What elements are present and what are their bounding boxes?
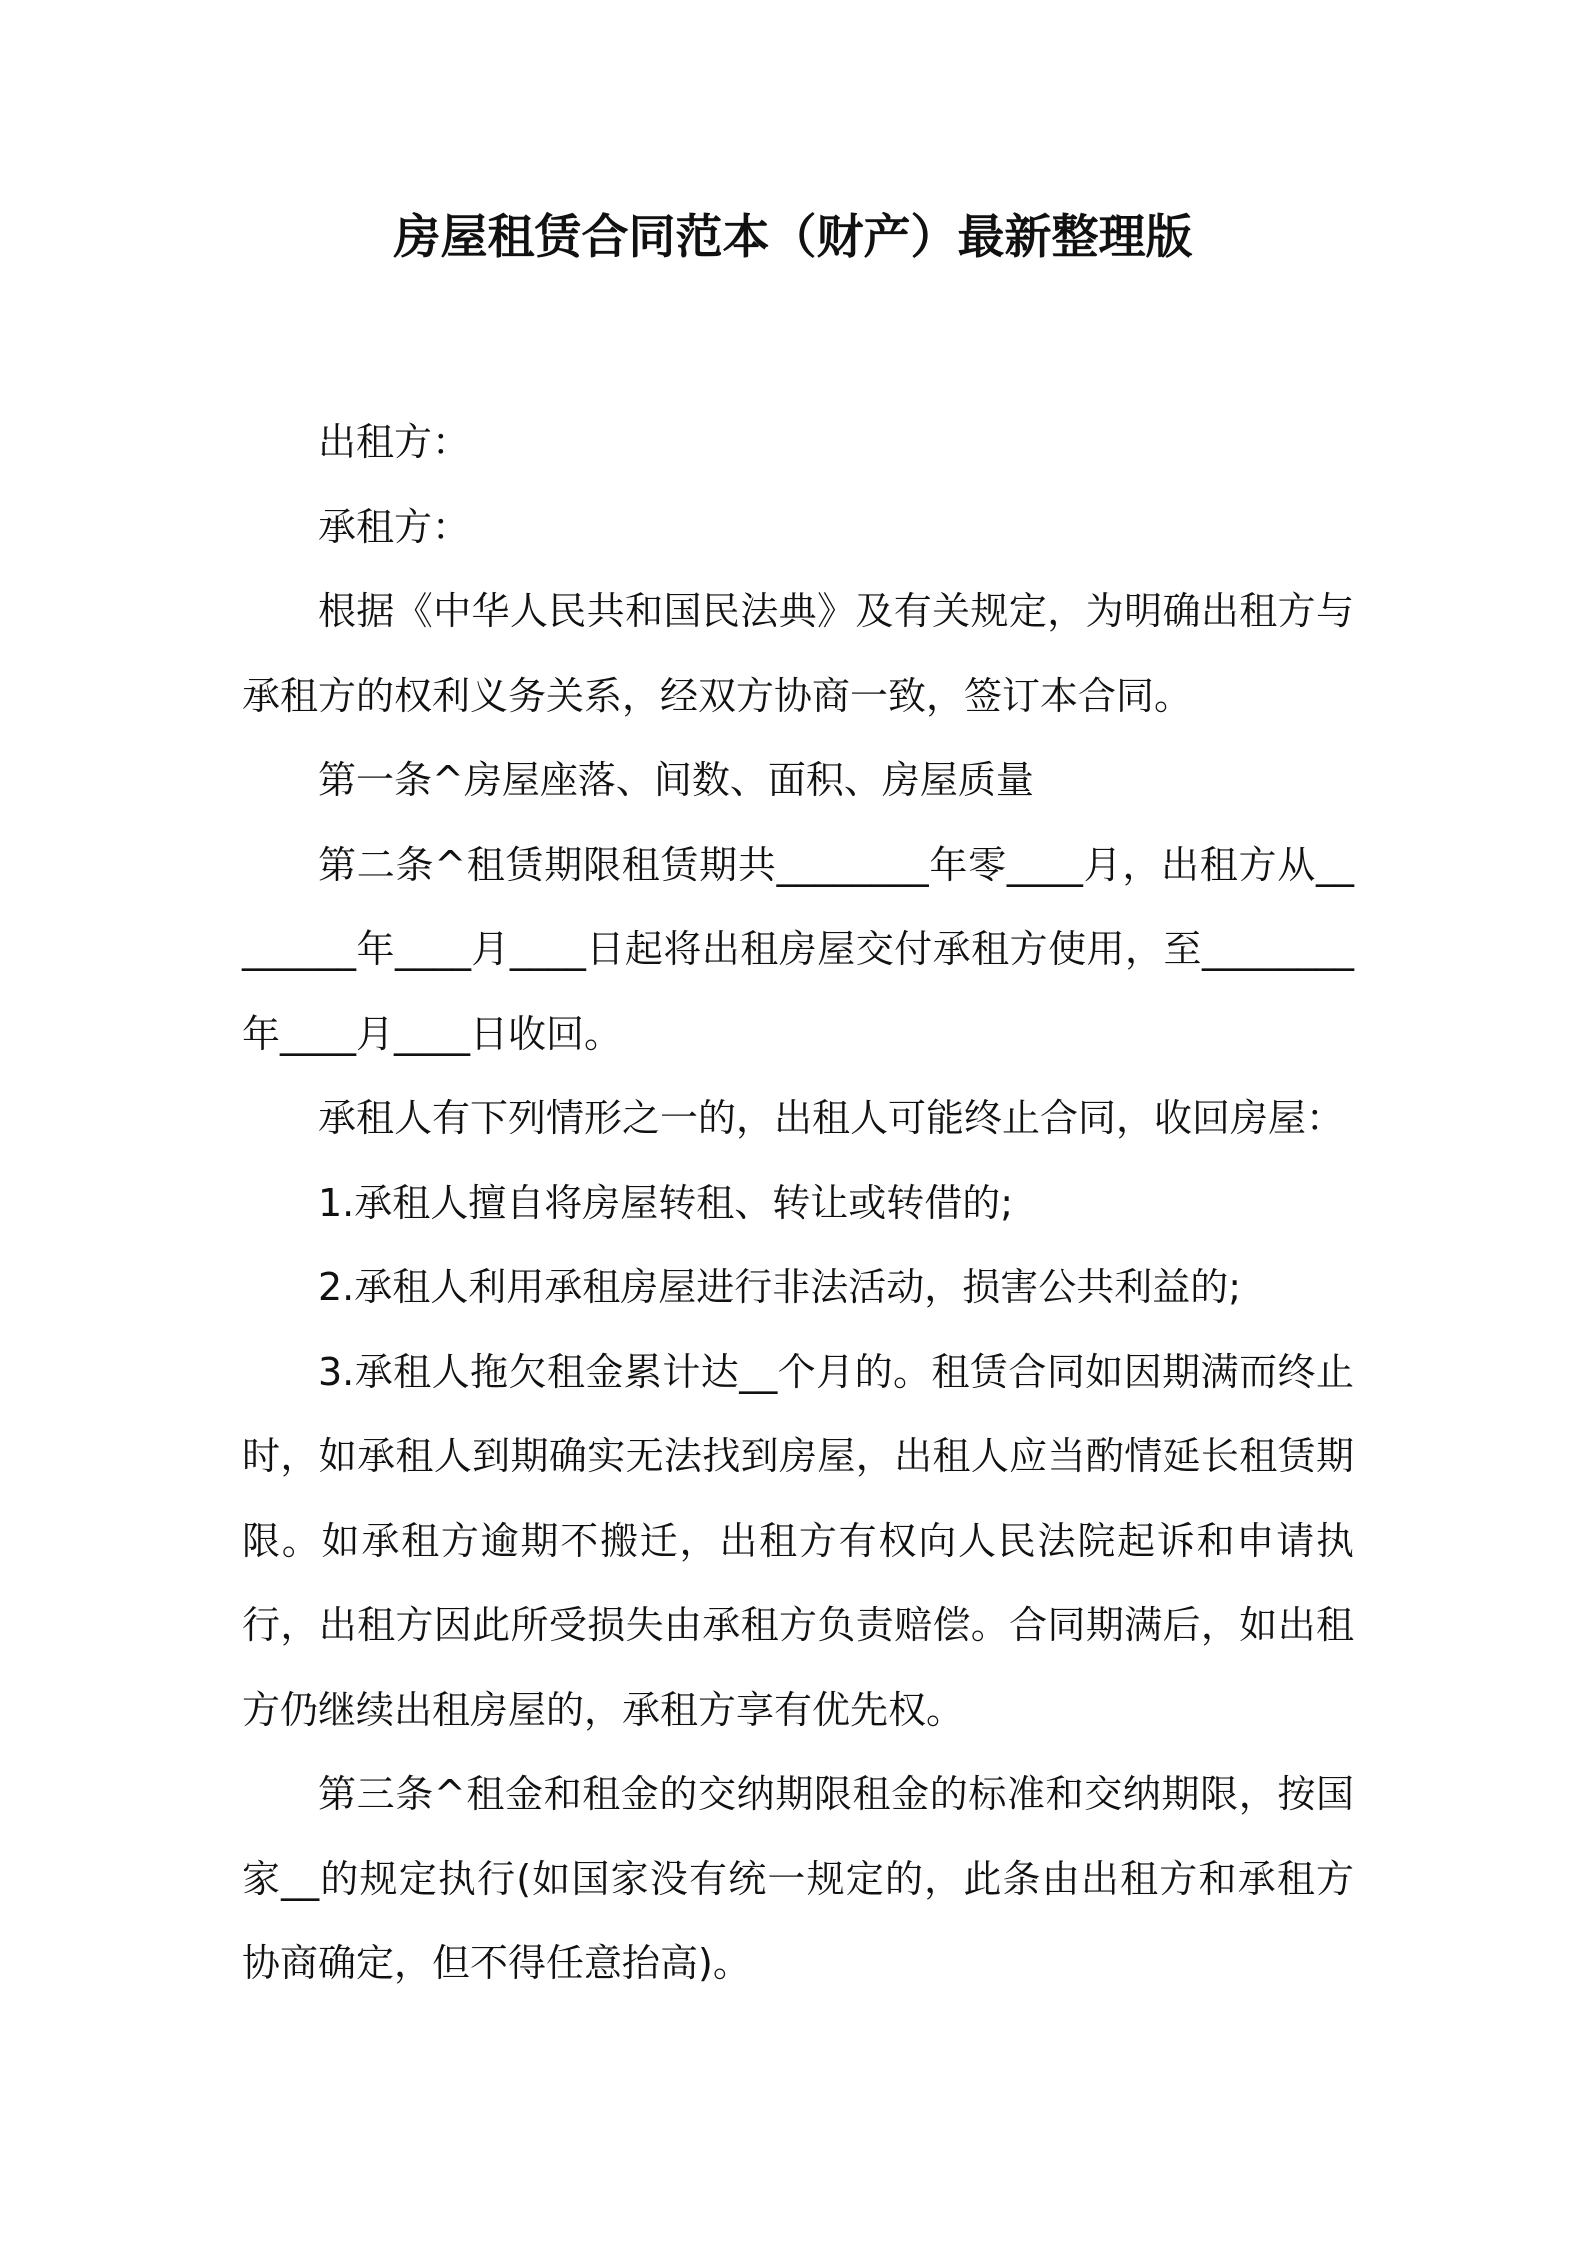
paragraph-article-3: 第三条^租金和租金的交纳期限租金的标准和交纳期限，按国家__的规定执行(如国家没有统一规定的，此条由出租方和承租方协商确定，但不得任意抬高)。 bbox=[242, 1772, 1354, 1985]
paragraph-termination-item-2: 2.承租人利用承租房屋进行非法活动，损害公共利益的; bbox=[318, 1265, 1242, 1309]
paragraph-termination-item-1: 1.承租人擅自将房屋转租、转让或转借的; bbox=[318, 1180, 1014, 1225]
paragraph-termination-item-3: 3.承租人拖欠租金累计达__个月的。租赁合同如因期满而终止时，如承租人到期确实无法找到房屋，出租人应当酌情延长租赁期限。如承租方逾期不搬迁，出租方有权向人民法院起诉和申请执行，出租方因此所受损失由承租方负责赔偿。合同期满后，如出租方仍继续出租房屋的，承租方享有优先权。 bbox=[242, 1349, 1354, 1732]
paragraph-article-2: 第二条^租赁期限租赁期共________年零____月，出租方从________年____月____日起将出租房屋交付承租方使用，至________年____月____日收回。 bbox=[242, 842, 1354, 1056]
paragraph-lessee: 承租方： bbox=[318, 504, 471, 549]
paragraph-lessor: 出租方： bbox=[318, 420, 471, 464]
document-body bbox=[242, 400, 1354, 2006]
paragraph-preamble: 根据《中华人民共和国民法典》及有关规定，为明确出租方与承租方的权利义务关系，经双方协商一致，签订本合同。 bbox=[242, 589, 1354, 718]
paragraph-termination-intro: 承租人有下列情形之一的，出租人可能终止合同，收回房屋： bbox=[318, 1096, 1345, 1140]
paragraph-article-1: 第一条^房屋座落、间数、面积、房屋质量 bbox=[318, 758, 1034, 802]
document-title: 房屋租赁合同范本（财产）最新整理版 bbox=[393, 210, 1193, 265]
